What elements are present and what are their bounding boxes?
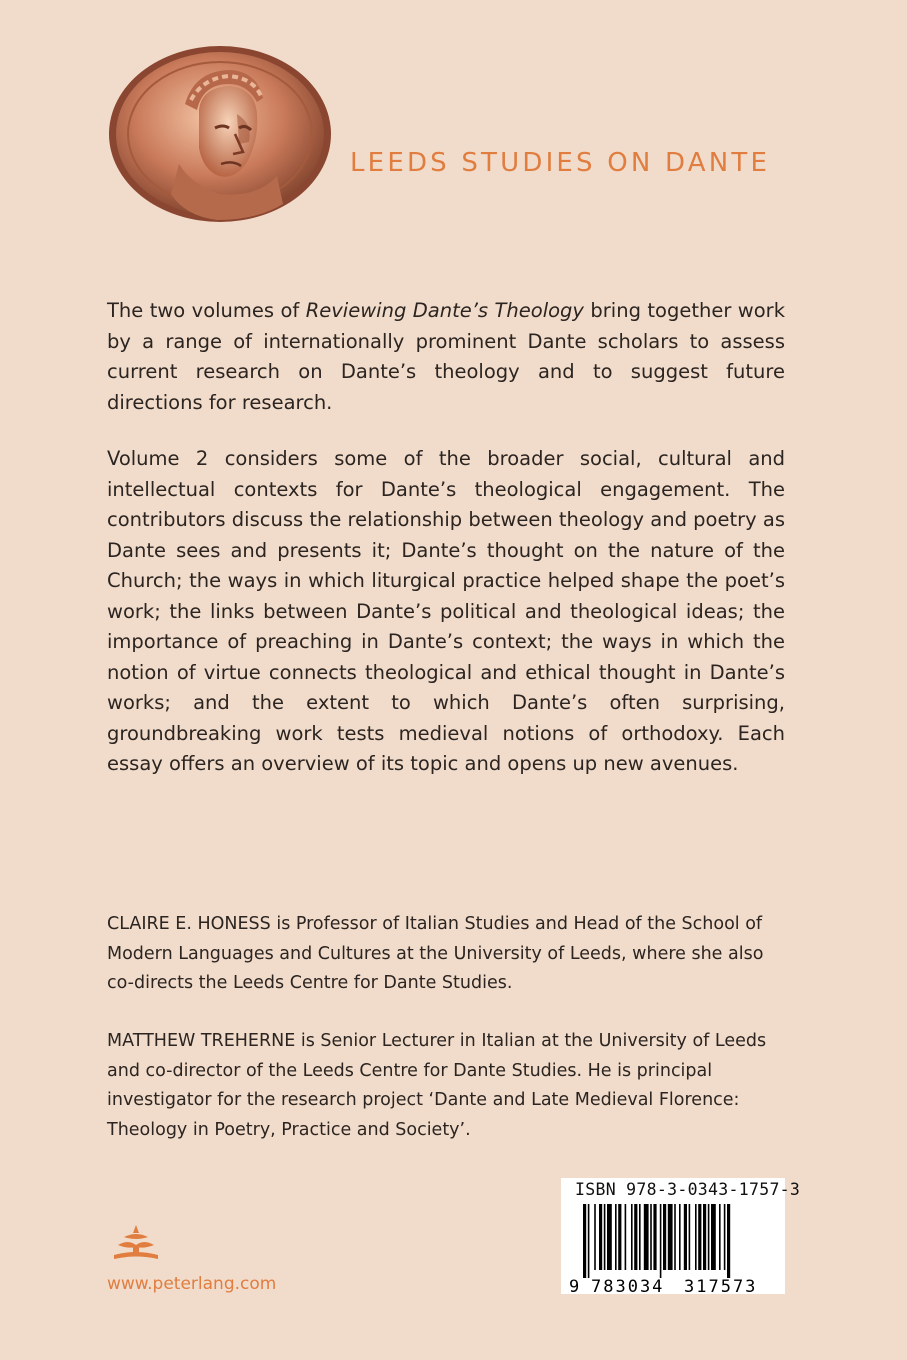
barcode-bar [724, 1204, 726, 1270]
blurb-paragraph-2: Volume 2 considers some of the broader social, cultural and intellectual contexts for Dante’s theological engagement. The contributors discuss the relationship between theology and poetry as Dante sees and presents it; Dante’s thought on the nature of the Church; the ways in which liturgical practice helped shape the poet’s work; the links between Dante’s political and theological ideas; the importance of preaching in Dante’s context; the ways in which the notion of virtue connects theological and ethical thought in Dante’s works; and the extent to which Dante’s often surprising, groundbreaking work tests medieval notions of orthodoxy. Each essay offers an overview of its topic and opens up new avenues. [107, 447, 785, 775]
barcode-digits-right: 317573 [684, 1277, 758, 1294]
barcode-image [569, 1204, 779, 1294]
barcode-bar [708, 1204, 710, 1270]
barcode-bar [594, 1204, 596, 1270]
barcode-bar [588, 1204, 590, 1278]
barcode-bar [695, 1204, 697, 1270]
barcode-bar [639, 1204, 641, 1270]
isbn-barcode-block [561, 1178, 801, 1294]
blurb-p1-lead: The two volumes of [107, 299, 306, 322]
peter-lang-logo-icon [108, 1223, 164, 1263]
barcode-bar [684, 1204, 687, 1270]
barcode-bar [663, 1204, 666, 1270]
barcode-bar [615, 1204, 617, 1270]
barcode-digits-left: 783034 [591, 1277, 665, 1294]
book-title-italic: Reviewing Dante’s Theology [305, 299, 584, 322]
barcode-bar [625, 1204, 627, 1270]
publisher-website-link[interactable]: www.peterlang.com [107, 1274, 277, 1294]
blurb-p1-rest: bring together work by a range of internationally prominent Dante scholars to assess current research on Dante’s theology and to suggest future directions for research. [107, 299, 785, 414]
barcode-bar [631, 1204, 633, 1270]
barcode-bar [711, 1204, 716, 1270]
isbn-label: ISBN 978-3-0343-1757-3 [575, 1180, 801, 1199]
barcode-bar [719, 1204, 721, 1270]
barcode-bar [650, 1204, 652, 1270]
barcode-bar [679, 1204, 681, 1270]
dante-medallion-image [107, 44, 333, 224]
barcode-bar [644, 1204, 649, 1270]
barcode-bar [618, 1204, 621, 1270]
barcode-bar [653, 1204, 656, 1270]
barcode-bar [674, 1204, 676, 1270]
series-title: LEEDS STUDIES ON DANTE [350, 148, 771, 178]
barcode-bar [607, 1204, 612, 1270]
barcode-digit-first: 9 [569, 1277, 580, 1294]
barcode-bar [727, 1204, 730, 1278]
barcode-bar [604, 1204, 606, 1270]
barcode-bar [583, 1204, 586, 1278]
blurb-paragraph-1 [107, 296, 785, 418]
barcode-bar [698, 1204, 701, 1270]
barcode-bar [703, 1204, 706, 1270]
barcode-bar [660, 1204, 662, 1278]
editor-bio-honess: CLAIRE E. HONESS is Professor of Italian Studies and Head of the School of Modern Languages and Cultures at the University of Leeds, where she also co-directs the Leeds Centre for Dante Studies. [107, 914, 764, 993]
editor-bio-treherne: MATTHEW TREHERNE is Senior Lecturer in Italian at the University of Leeds and co-director of the Leeds Centre for Dante Studies. He is principal investigator for the research project ‘Dante and Late Medieval Florence: Theology in Poetry, Practice and Society’. [107, 1031, 767, 1140]
barcode-bar [668, 1204, 673, 1270]
barcode-bar [599, 1204, 602, 1270]
barcode-bar [634, 1204, 637, 1270]
barcode-bar [689, 1204, 691, 1270]
